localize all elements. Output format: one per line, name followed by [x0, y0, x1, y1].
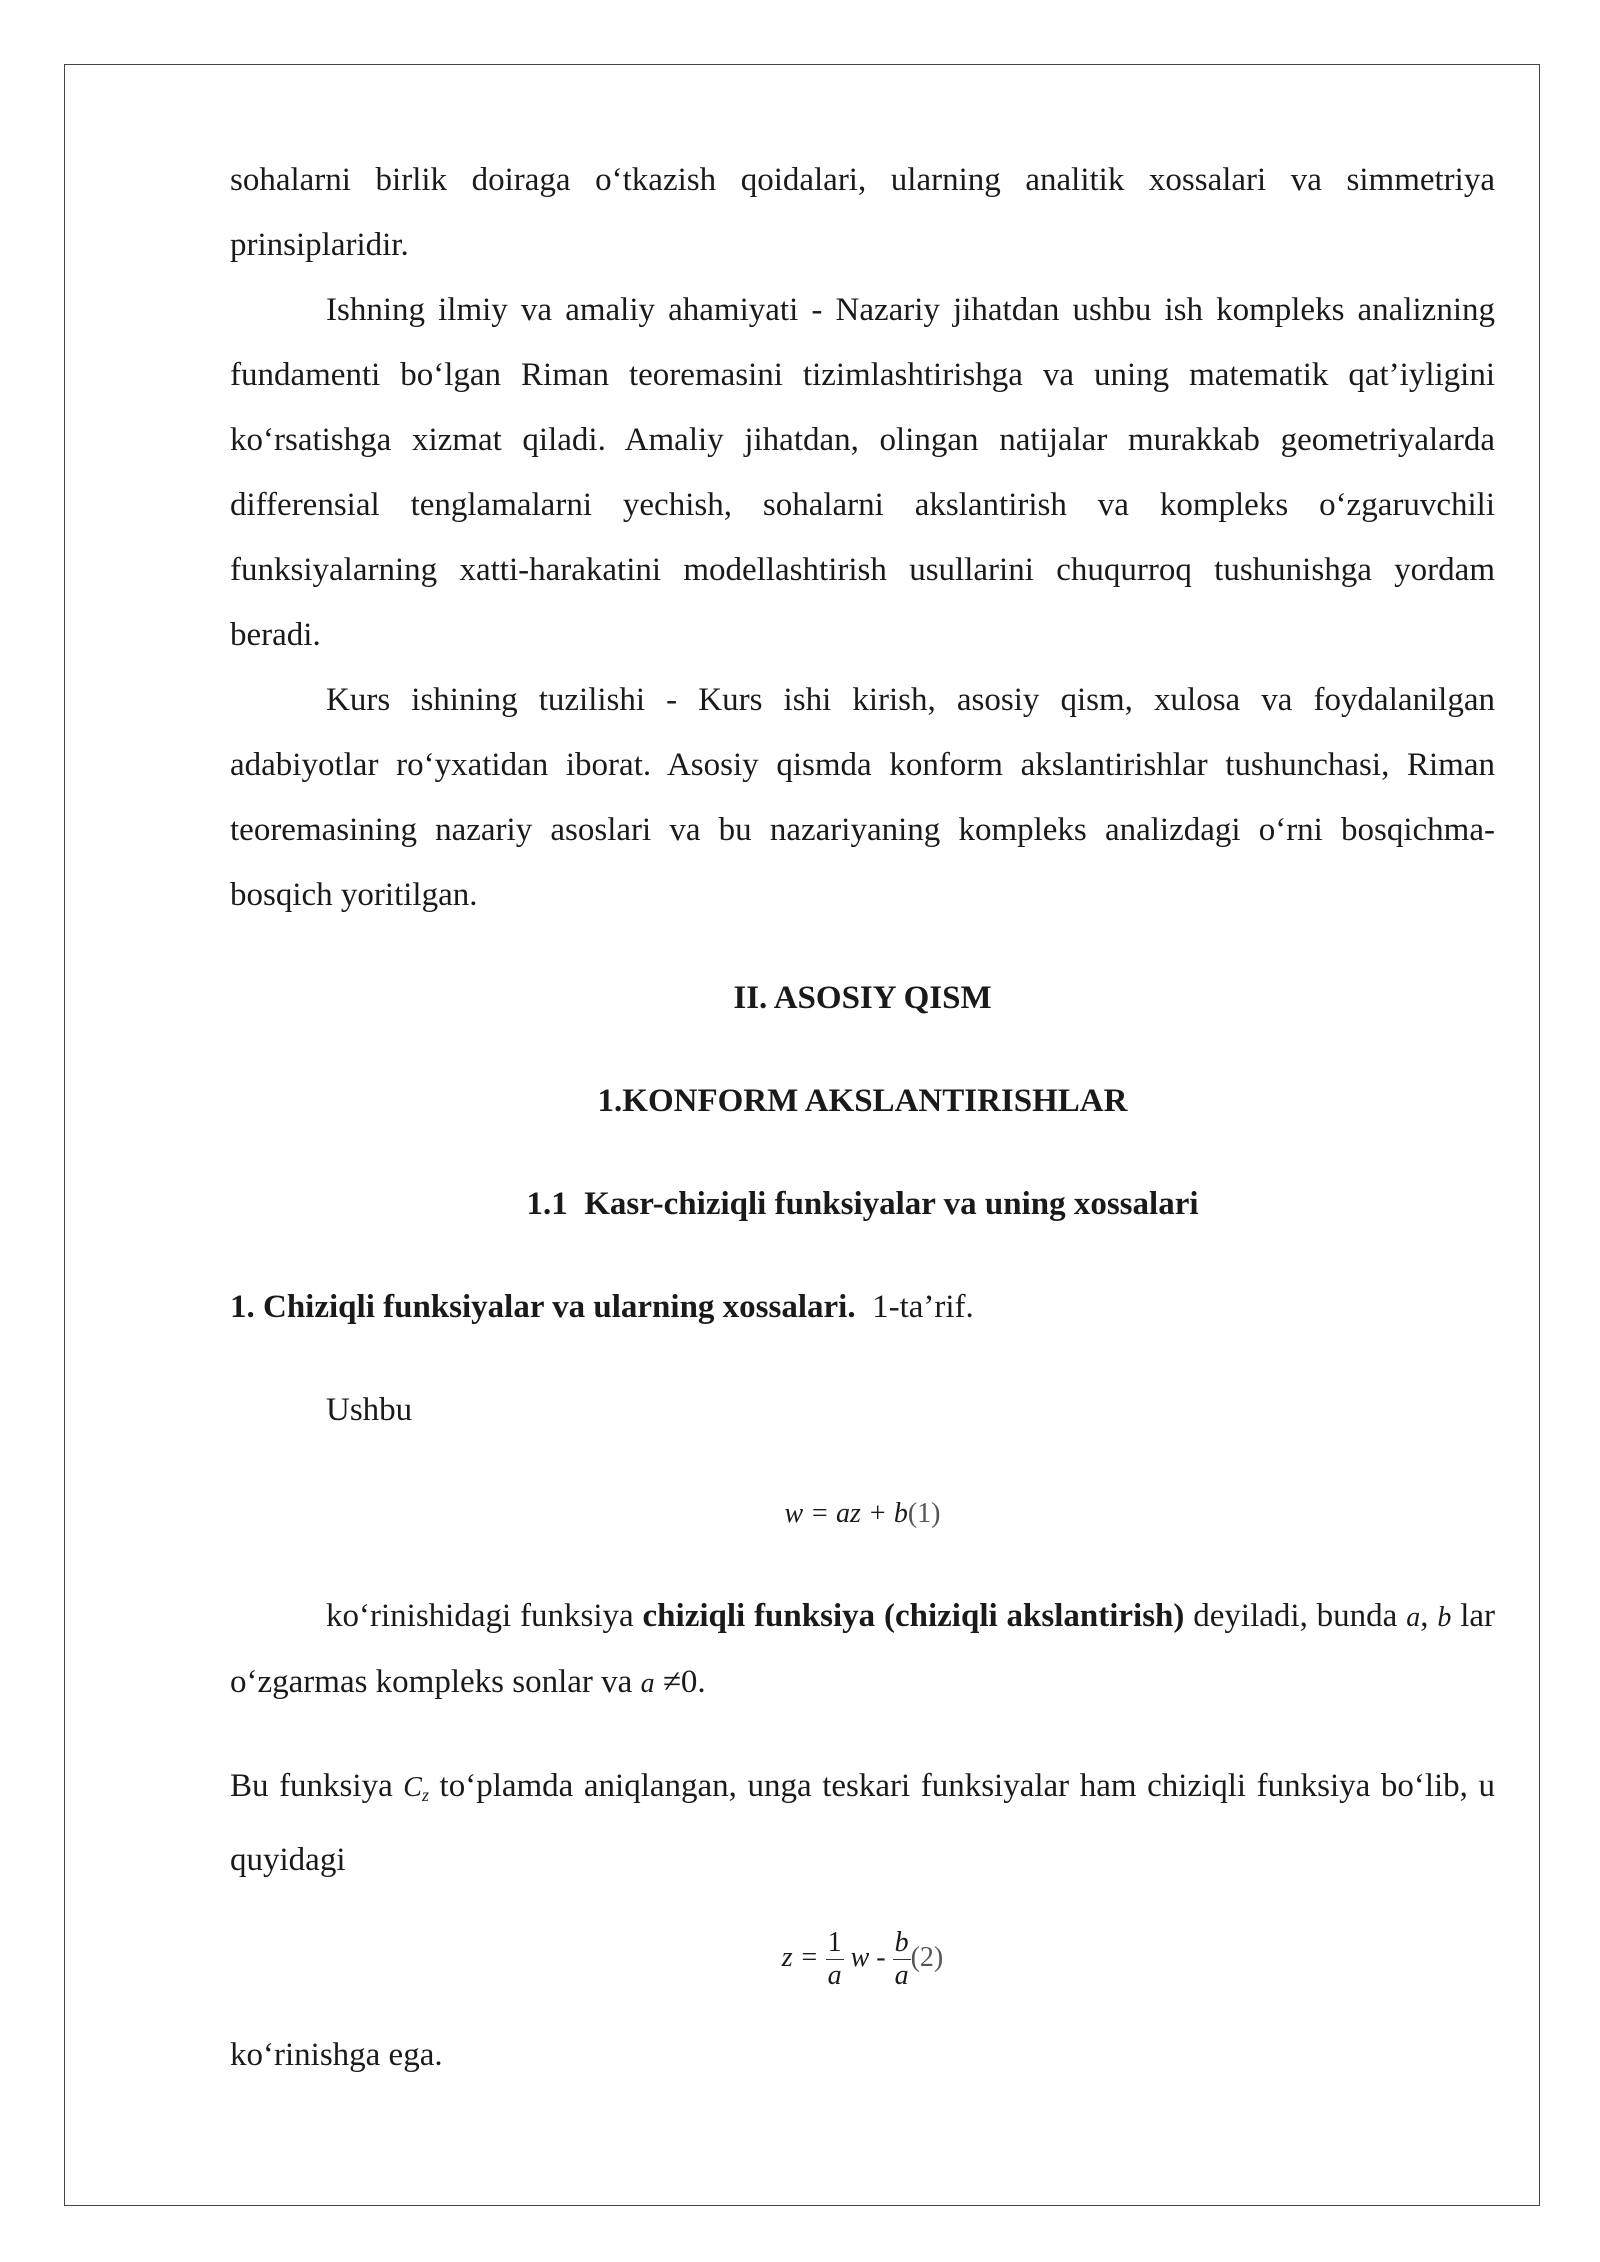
document-body — [230, 148, 1495, 2088]
paragraph-closing: ko‘rinishga ega. — [230, 2037, 443, 2073]
var-a: a — [1406, 1602, 1421, 1633]
text-segment: lar o‘zgarmas kompleks sonlar va — [230, 1598, 1495, 1700]
definition-number: 1-ta’rif. — [872, 1289, 974, 1325]
var-a-condition: a — [640, 1668, 655, 1699]
set-c: C — [403, 1772, 422, 1803]
formula-inverse-lhs: z = — [781, 1942, 819, 1973]
paragraph-intro-end: sohalarni birlik doiraga o‘tkazish qoidalari, ularning analitik xossalari va simmetriya prinsiplaridir. — [230, 162, 1495, 263]
set-c-subscript: z — [421, 1785, 429, 1805]
text-segment: ≠0. — [654, 1664, 706, 1700]
paragraph-inverse — [230, 1754, 1495, 1893]
text-segment: , — [1420, 1598, 1438, 1634]
text-segment: Bu funksiya — [230, 1768, 404, 1804]
heading-subsection: 1.1 Kasr-chiziqli funksiyalar va uning xossalari — [526, 1186, 1199, 1222]
definition-line — [230, 1275, 1495, 1340]
formula-inverse — [230, 1923, 1495, 1993]
fraction-numerator: 1 — [827, 1927, 842, 1959]
heading-main-part: II. ASOSIY QISM — [733, 980, 992, 1016]
text-segment: to‘plamda aniqlangan, unga teskari funksiyalar ham chiziqli funksiya bo‘lib, u quyidagi — [230, 1768, 1495, 1878]
fraction-numerator: b — [894, 1927, 909, 1959]
paragraph-linear-definition — [230, 1584, 1495, 1716]
formula-linear-expr: w = az + b — [784, 1498, 908, 1529]
formula-inverse-mid: w - — [850, 1942, 886, 1973]
definition-title: 1. Chiziqli funksiyalar va ularning xossalari. — [230, 1289, 856, 1325]
heading-section: 1.KONFORM AKSLANTIRISHLAR — [597, 1083, 1128, 1119]
fraction-one-over-a — [826, 1927, 844, 1992]
text-segment: deyiladi, bunda — [1184, 1598, 1407, 1634]
fraction-denominator: a — [827, 1960, 842, 1992]
var-b: b — [1437, 1602, 1452, 1633]
formula-linear — [230, 1481, 1495, 1546]
fraction-denominator: a — [894, 1960, 909, 1992]
formula-inverse-number: (2) — [910, 1942, 944, 1973]
paragraph-structure: Kurs ishining tuzilishi - Kurs ishi kirish, asosiy qism, xulosa va foydalanilgan adabiyotlar ro‘yxatidan iborat. Asosiy qismda konform akslantirishlar tushunchasi, Riman teoremasining nazariy asoslari va bu nazariyaning kompleks analizdagi o‘rni bosqichma-bosqich yoritilgan. — [230, 682, 1495, 913]
ushbu-word: Ushbu — [326, 1392, 413, 1428]
formula-linear-number: (1) — [907, 1498, 941, 1529]
fraction-b-over-a — [893, 1927, 911, 1992]
term-linear-function: chiziqli funksiya (chiziqli akslantirish) — [642, 1598, 1185, 1634]
paragraph-significance: Ishning ilmiy va amaliy ahamiyati - Nazariy jihatdan ushbu ish kompleks analizning fundamenti bo‘lgan Riman teoremasini tizimlashtirishga va uning matematik qat’iyligini ko‘rsatishga xizmat qiladi. Amaliy jihatdan, olingan natijalar murakkab geometriyalarda differensial tenglamalarni yechish, sohalarni akslantirish va kompleks o‘zgaruvchili funksiyalarning xatti-harakatini modellashtirish usullarini chuqurroq tushunishga yordam beradi. — [230, 292, 1495, 653]
text-segment: ko‘rinishidagi funksiya — [326, 1598, 643, 1634]
